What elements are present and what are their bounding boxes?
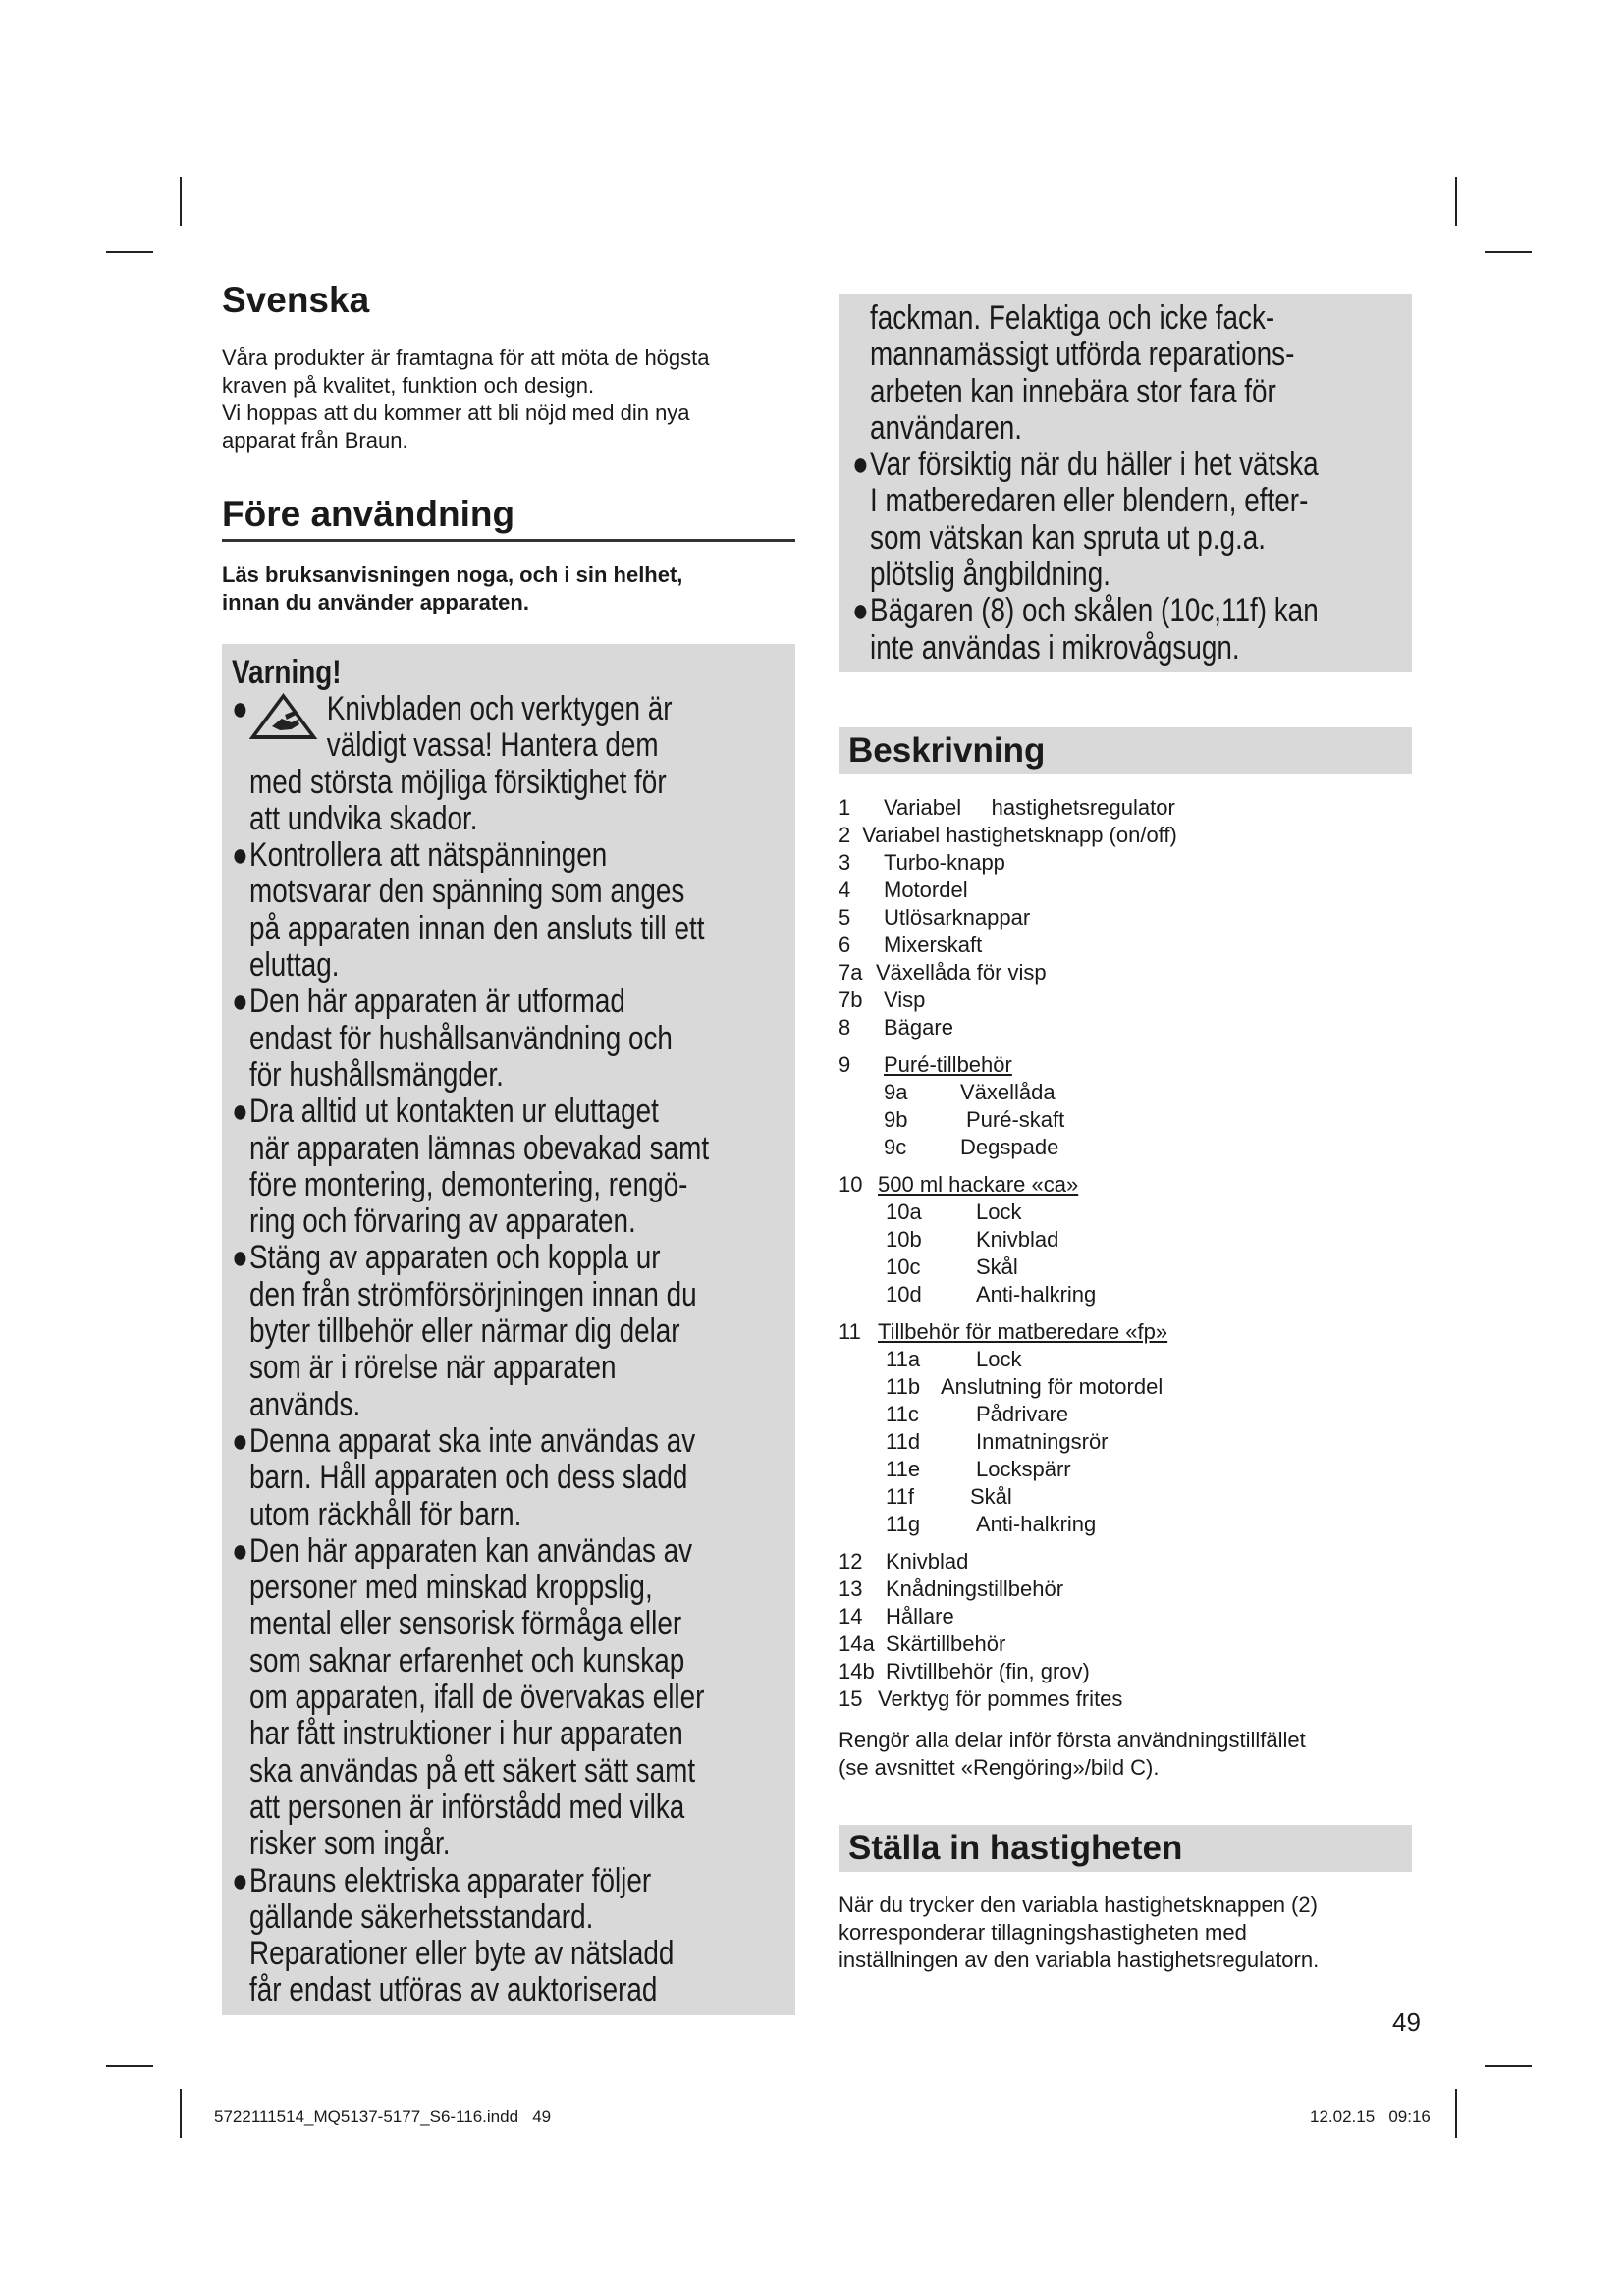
crop-mark — [180, 2089, 182, 2138]
warning-line: Denna apparat ska inte användas av — [249, 1421, 696, 1460]
part-number: 11b — [886, 1373, 921, 1399]
crop-mark — [1455, 177, 1457, 226]
subpart-row — [839, 1254, 1412, 1281]
warning-line: om apparaten, ifall de övervakas eller — [249, 1679, 705, 1717]
part-number: 9 — [839, 1051, 851, 1077]
part-row — [839, 822, 1412, 849]
left-column — [222, 280, 795, 2015]
part-number: 14 — [839, 1603, 863, 1629]
hand-cut-warning-icon — [249, 693, 317, 740]
part-number: 14a — [839, 1630, 875, 1656]
crop-mark — [180, 177, 182, 226]
warning-title: Varning! — [232, 654, 342, 691]
bullet-dot: ● — [232, 1861, 248, 1899]
subpart-row — [839, 1346, 1412, 1373]
part-number: 9a — [884, 1079, 908, 1104]
part-number: 11f — [886, 1483, 914, 1509]
intro-line: Vi hoppas att du kommer att bli nöjd med din nya — [222, 400, 690, 425]
part-row — [839, 1548, 1412, 1575]
part-number: 11g — [886, 1511, 921, 1536]
warning-line: utom räckhåll för barn. — [249, 1495, 522, 1533]
part-label: Mixerskaft — [884, 932, 983, 957]
warning-line: mental eller sensorisk förmåga eller — [249, 1605, 682, 1643]
warning-line: byter tillbehör eller närmar dig delar — [249, 1312, 680, 1351]
subpart-row — [839, 1456, 1412, 1483]
bullet-dot: ● — [232, 690, 248, 727]
warning-line: som vätskan kan spruta ut p.g.a. — [870, 518, 1266, 557]
part-label: Skål — [970, 1483, 1012, 1509]
part-number: 11a — [886, 1346, 921, 1371]
part-number: 7b — [839, 987, 863, 1012]
bullet-dot: ● — [232, 836, 248, 875]
page-number: 49 — [1392, 2007, 1421, 2037]
warning-line: risker som ingår. — [249, 1825, 451, 1863]
warning-line: Den här apparaten är utformad — [249, 983, 625, 1021]
warning-line: Reparationer eller byte av nätsladd — [249, 1935, 675, 1973]
part-label: Knådningstillbehör — [886, 1575, 1064, 1601]
warning-line: eluttag. — [249, 946, 340, 985]
before-use-heading: Före användning — [222, 494, 795, 542]
warning-line: för hushållsmängder. — [249, 1055, 504, 1094]
warning-continued-box — [839, 294, 1412, 672]
subpart-row — [839, 1106, 1412, 1134]
speed-text-line: korresponderar tillagningshastigheten med — [839, 1919, 1247, 1945]
part-label: Bägare — [884, 1014, 953, 1040]
part-number: 5 — [839, 904, 851, 930]
part-number: 11e — [886, 1456, 921, 1481]
warning-bullet — [232, 1863, 687, 2009]
crop-mark — [106, 251, 153, 253]
subpart-row — [839, 1401, 1412, 1428]
part-label: Lock — [976, 1346, 1022, 1371]
part-row — [839, 1603, 1412, 1630]
read-first-line: innan du använder apparaten. — [222, 590, 529, 614]
part-number: 11 — [839, 1318, 861, 1344]
intro-text — [222, 345, 795, 454]
bullet-dot: ● — [232, 1531, 248, 1570]
subpart-row — [839, 1226, 1412, 1254]
warning-bullet — [852, 592, 1319, 667]
bullet-dot: ● — [232, 983, 248, 1021]
part-label: Inmatningsrör — [976, 1428, 1109, 1454]
part-row — [839, 1171, 1412, 1199]
part-label: Anti-halkring — [976, 1511, 1097, 1536]
right-column — [839, 294, 1412, 1974]
cleaning-note-line: (se avsnittet «Rengöring»/bild C). — [839, 1754, 1160, 1780]
part-number: 3 — [839, 849, 851, 875]
part-row — [839, 1575, 1412, 1603]
bullet-dot: ● — [852, 446, 869, 484]
part-label: Lockspärr — [976, 1456, 1071, 1481]
warning-line: Stäng av apparaten och koppla ur — [249, 1239, 661, 1277]
bullet-dot: ● — [852, 592, 869, 630]
parts-list — [839, 794, 1412, 1713]
part-label: Puré-skaft — [966, 1106, 1065, 1132]
warning-line: väldigt vassa! Hantera dem — [326, 726, 659, 765]
warning-line: användaren. — [870, 408, 1023, 447]
warning-bullet — [232, 691, 687, 837]
warning-line: före montering, demontering, rengö- — [249, 1165, 688, 1203]
subpart-row — [839, 1483, 1412, 1511]
warning-bullet — [232, 836, 705, 985]
part-row — [839, 1318, 1412, 1346]
warning-line: I matberedaren eller blendern, efter- — [870, 482, 1309, 520]
warning-line: Dra alltid ut kontakten ur eluttaget — [249, 1093, 659, 1131]
language-title: Svenska — [222, 280, 370, 320]
footer-file: 5722111514_MQ5137-5177_S6-116.indd 49 — [214, 2108, 552, 2126]
read-first-note — [222, 561, 795, 616]
part-label: Anti-halkring — [976, 1281, 1097, 1307]
warning-line: barn. Håll apparaten och dess sladd — [249, 1459, 688, 1497]
part-number: 10b — [886, 1226, 922, 1252]
part-label: Turbo-knapp — [884, 849, 1005, 875]
warning-line: Brauns elektriska apparater följer — [249, 1861, 652, 1899]
speed-heading: Ställa in hastigheten — [839, 1825, 1412, 1872]
part-label: Degspade — [960, 1134, 1059, 1159]
part-number: 12 — [839, 1548, 863, 1574]
warning-line: inte användas i mikrovågsugn. — [870, 628, 1240, 667]
part-row — [839, 1630, 1412, 1658]
part-row — [839, 849, 1412, 877]
part-row — [839, 1658, 1412, 1685]
part-row — [839, 1685, 1412, 1713]
part-label: Hållare — [886, 1603, 954, 1629]
warning-line: mannamässigt utförda reparations- — [870, 336, 1295, 374]
warning-line: endast för hushållsanvändning och — [249, 1019, 673, 1057]
part-label: Pådrivare — [976, 1401, 1069, 1426]
part-number: 10 — [839, 1171, 863, 1197]
warning-bullet — [232, 1093, 710, 1241]
warning-line: fackman. Felaktiga och icke fack- — [870, 299, 1275, 337]
part-label: Knivblad — [886, 1548, 969, 1574]
part-label: Utlösarknappar — [884, 904, 1031, 930]
warning-bullet — [232, 1421, 696, 1533]
warning-bullet — [232, 984, 687, 1094]
warning-bullet — [852, 446, 1319, 594]
warning-box — [222, 644, 795, 2015]
warning-line: på apparaten innan den ansluts till ett — [249, 909, 705, 947]
part-label: Visp — [884, 987, 926, 1012]
part-row — [839, 932, 1412, 959]
warning-bullet — [232, 1239, 697, 1423]
subpart-row — [839, 1199, 1412, 1226]
warning-line: att personen är införstådd med vilka — [249, 1788, 685, 1826]
warning-line: med största möjliga försiktighet för — [249, 763, 667, 801]
part-group-label: Puré-tillbehör — [884, 1051, 1012, 1077]
part-label: Skärtillbehör — [886, 1630, 1006, 1656]
subpart-row — [839, 1079, 1412, 1106]
part-number: 9c — [884, 1134, 907, 1159]
part-row — [839, 904, 1412, 932]
speed-text — [839, 1892, 1412, 1974]
part-label: Skål — [976, 1254, 1018, 1279]
subpart-row — [839, 1511, 1412, 1538]
warning-line: ring och förvaring av apparaten. — [249, 1202, 636, 1241]
warning-line: plötslig ångbildning. — [870, 556, 1110, 594]
part-row — [839, 959, 1412, 987]
part-number: 4 — [839, 877, 851, 902]
warning-line: att undvika skador. — [249, 799, 478, 837]
warning-line: Var försiktig när du häller i het vätska — [870, 446, 1319, 484]
warning-continued — [852, 299, 1319, 667]
part-number: 1 — [839, 794, 851, 820]
part-row — [839, 794, 1412, 822]
warning-line: Bägaren (8) och skålen (10c,11f) kan — [870, 592, 1319, 630]
warning-line: personer med minskad kroppslig, — [249, 1569, 653, 1607]
part-row — [839, 1014, 1412, 1041]
crop-mark — [106, 2065, 153, 2067]
warning-line: används. — [249, 1385, 361, 1423]
intro-line: Våra produkter är framtagna för att möta de högsta — [222, 346, 710, 370]
part-row — [839, 987, 1412, 1014]
part-label: Växellåda — [960, 1079, 1056, 1104]
part-number: 14b — [839, 1658, 875, 1683]
part-label: Rivtillbehör (fin, grov) — [886, 1658, 1090, 1683]
warning-line: Kontrollera att nätspänningen — [249, 836, 608, 875]
warning-continued-lead — [852, 300, 1305, 447]
part-number: 6 — [839, 932, 851, 957]
part-number: 10d — [886, 1281, 922, 1307]
crop-mark — [1455, 2089, 1457, 2138]
part-row — [839, 1051, 1412, 1079]
crop-mark — [1485, 251, 1532, 253]
crop-mark — [1485, 2065, 1532, 2067]
bullet-dot: ● — [232, 1093, 248, 1131]
description-heading: Beskrivning — [839, 727, 1412, 774]
part-label: Knivblad — [976, 1226, 1059, 1252]
footer-date: 12.02.15 09:16 — [1310, 2108, 1431, 2126]
part-group-label: 500 ml hackare «ca» — [878, 1171, 1079, 1197]
intro-line: kraven på kvalitet, funktion och design. — [222, 373, 595, 398]
part-number: 15 — [839, 1685, 863, 1711]
warning-line: får endast utföras av auktoriserad — [249, 1971, 658, 2009]
part-label: Växellåda för visp — [876, 959, 1047, 985]
part-row — [839, 877, 1412, 904]
part-number: 7a — [839, 959, 863, 985]
part-number: 10a — [886, 1199, 922, 1224]
warning-line: arbeten kan innebära stor fara för — [870, 372, 1276, 410]
warning-line: som saknar erfarenhet och kunskap — [249, 1641, 685, 1680]
warning-line: den från strömförsörjningen innan du — [249, 1275, 697, 1313]
part-label: Variabel hastighetsknapp (on/off) — [862, 822, 1177, 847]
subpart-row — [839, 1428, 1412, 1456]
warning-line: som är i rörelse när apparaten — [249, 1349, 617, 1387]
part-label: Verktyg för pommes frites — [878, 1685, 1123, 1711]
part-number: 9b — [884, 1106, 908, 1132]
part-number: 11c — [886, 1401, 919, 1426]
read-first-line: Läs bruksanvisningen noga, och i sin helhet, — [222, 562, 683, 587]
subpart-row — [839, 1281, 1412, 1308]
warning-line: ska användas på ett säkert sätt samt — [249, 1751, 696, 1789]
warning-bullets — [232, 690, 710, 2009]
subpart-row — [839, 1134, 1412, 1161]
part-label: Motordel — [884, 877, 968, 902]
cleaning-note — [839, 1727, 1412, 1782]
part-number: 11d — [886, 1428, 921, 1454]
bullet-dot: ● — [232, 1421, 248, 1460]
cleaning-note-line: Rengör alla delar inför första användningstillfället — [839, 1727, 1306, 1752]
speed-text-line: inställningen av den variabla hastighetsregulatorn. — [839, 1947, 1320, 1972]
warning-line: Den här apparaten kan användas av — [249, 1531, 693, 1570]
warning-line: Knivbladen och verktygen är — [326, 690, 673, 727]
part-number: 10c — [886, 1254, 921, 1279]
warning-line: när apparaten lämnas obevakad samt — [249, 1129, 710, 1167]
warning-line: gällande säkerhetsstandard. — [249, 1897, 594, 1936]
warning-line: motsvarar den spänning som anges — [249, 873, 685, 911]
part-label: Lock — [976, 1199, 1022, 1224]
part-label: Anslutning för motordel — [941, 1373, 1164, 1399]
subpart-row — [839, 1373, 1412, 1401]
bullet-dot: ● — [232, 1239, 248, 1277]
part-number: 13 — [839, 1575, 863, 1601]
part-number: 2 — [839, 822, 851, 847]
warning-bullet — [232, 1531, 705, 1863]
warning-line: har fått instruktioner i hur apparaten — [249, 1715, 683, 1753]
part-group-label: Tillbehör för matberedare «fp» — [878, 1318, 1168, 1344]
speed-text-line: När du trycker den variabla hastighetsknappen (2) — [839, 1892, 1318, 1917]
part-number: 8 — [839, 1014, 851, 1040]
intro-line: apparat från Braun. — [222, 428, 408, 453]
part-label: Variabel hastighetsregulator — [884, 794, 1175, 820]
